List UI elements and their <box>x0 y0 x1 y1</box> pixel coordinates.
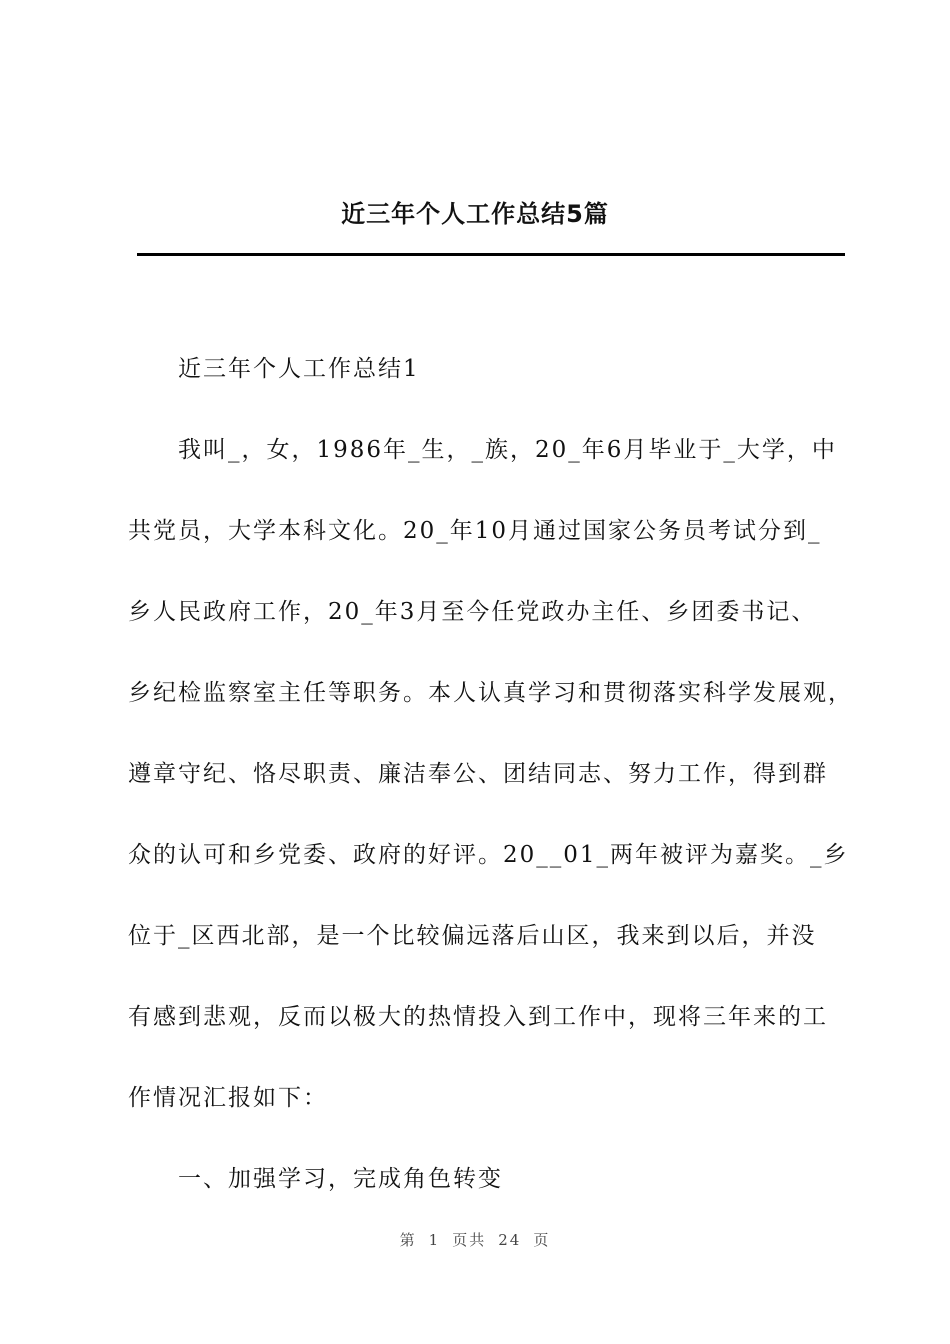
body-line: 作情况汇报如下： <box>128 1085 328 1111</box>
page-footer <box>0 1229 950 1250</box>
document-body <box>128 349 853 1200</box>
footer-page-middle: 页共 <box>452 1231 487 1249</box>
document-title: 近三年个人工作总结5篇 <box>341 200 609 228</box>
subheading: 一、加强学习，完成角色转变 <box>178 1166 503 1192</box>
title-divider <box>137 253 845 256</box>
body-line: 乡人民政府工作，20_年3月至今任党政办主任、乡团委书记、 <box>128 599 817 625</box>
footer-page-suffix: 页 <box>533 1231 551 1249</box>
body-line: 有感到悲观，反而以极大的热情投入到工作中，现将三年来的工 <box>128 1004 828 1030</box>
footer-page-number: 1 <box>428 1231 441 1249</box>
footer-total-pages: 24 <box>498 1231 522 1249</box>
body-line: 位于_区西北部，是一个比较偏远落后山区，我来到以后，并没 <box>128 923 817 949</box>
body-line: 众的认可和乡党委、政府的好评。20__01_两年被评为嘉奖。_乡 <box>128 842 849 868</box>
body-line: 遵章守纪、恪尽职责、廉洁奉公、团结同志、努力工作，得到群 <box>128 761 828 787</box>
body-line: 共党员，大学本科文化。20_年10月通过国家公务员考试分到_ <box>128 518 822 544</box>
body-line: 乡纪检监察室主任等职务。本人认真学习和贯彻落实科学发展观， <box>128 680 853 706</box>
body-line: 我叫_，女，1986年_生，_族，20_年6月毕业于_大学，中 <box>178 437 837 463</box>
section-heading: 近三年个人工作总结1 <box>178 356 420 382</box>
footer-page-prefix: 第 <box>399 1231 417 1249</box>
